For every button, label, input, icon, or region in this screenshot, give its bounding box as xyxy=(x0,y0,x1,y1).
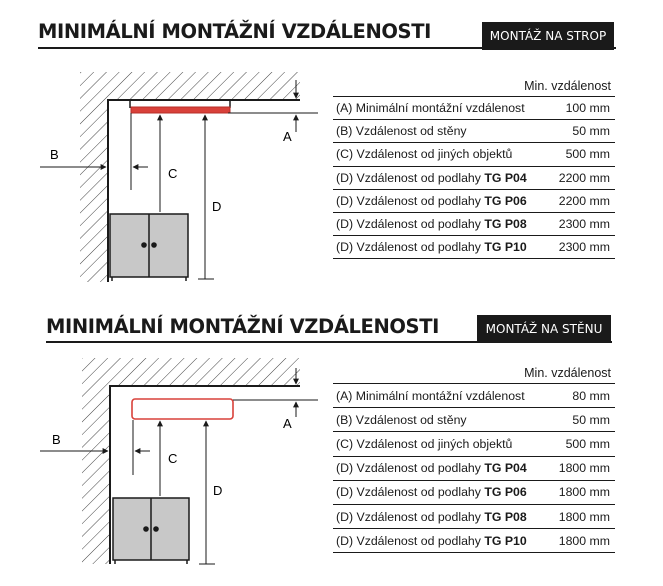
table-row: (C) Vzdálenost od jiných objektů 500 mm xyxy=(333,432,615,456)
table-row: (B) Vzdálenost od stěny 50 mm xyxy=(333,408,615,432)
label-c: C xyxy=(168,451,178,466)
ceiling-mount-diagram xyxy=(0,0,330,290)
table-row: (D) Vzdálenost od podlahy TG P08 1800 mm xyxy=(333,505,615,529)
cabinet xyxy=(110,214,188,281)
distance-table xyxy=(333,364,615,553)
table-row: (D) Vzdálenost od podlahy TG P04 2200 mm xyxy=(333,167,615,190)
label-d: D xyxy=(212,199,222,214)
label-a: A xyxy=(283,416,292,431)
mount-type-badge: MONTÁŽ NA STĚNU xyxy=(477,315,611,342)
table-header: Min. vzdálenost xyxy=(333,77,615,97)
label-b: B xyxy=(50,147,59,162)
table-row: (D) Vzdálenost od podlahy TG P10 1800 mm xyxy=(333,529,615,553)
ceiling-heater xyxy=(131,107,230,113)
wall-mount-diagram xyxy=(0,300,330,586)
wall-mount-section xyxy=(0,300,663,586)
label-d: D xyxy=(213,483,223,498)
label-b: B xyxy=(52,432,61,447)
table-header: Min. vzdálenost xyxy=(333,364,615,384)
table-row: (A) Minimální montážní vzdálenost 80 mm xyxy=(333,384,615,408)
section-title: MINIMÁLNÍ MONTÁŽNÍ VZDÁLENOSTI xyxy=(38,20,431,43)
distance-table xyxy=(333,77,615,259)
label-c: C xyxy=(168,166,178,181)
table-row: (D) Vzdálenost od podlahy TG P06 2200 mm xyxy=(333,190,615,213)
table-row: (A) Minimální montážní vzdálenost 100 mm xyxy=(333,97,615,120)
table-row: (D) Vzdálenost od podlahy TG P04 1800 mm xyxy=(333,457,615,481)
mount-type-badge: MONTÁŽ NA STROP xyxy=(482,22,614,50)
ceiling-mount-section xyxy=(0,0,663,290)
table-row: (D) Vzdálenost od podlahy TG P08 2300 mm xyxy=(333,213,615,236)
wall-heater xyxy=(132,399,233,419)
table-row: (B) Vzdálenost od stěny 50 mm xyxy=(333,120,615,143)
cabinet xyxy=(113,498,189,564)
table-row: (D) Vzdálenost od podlahy TG P06 1800 mm xyxy=(333,481,615,505)
label-a: A xyxy=(283,129,292,144)
section-title: MINIMÁLNÍ MONTÁŽNÍ VZDÁLENOSTI xyxy=(46,315,439,338)
table-row: (C) Vzdálenost od jiných objektů 500 mm xyxy=(333,143,615,166)
table-row: (D) Vzdálenost od podlahy TG P10 2300 mm xyxy=(333,236,615,259)
